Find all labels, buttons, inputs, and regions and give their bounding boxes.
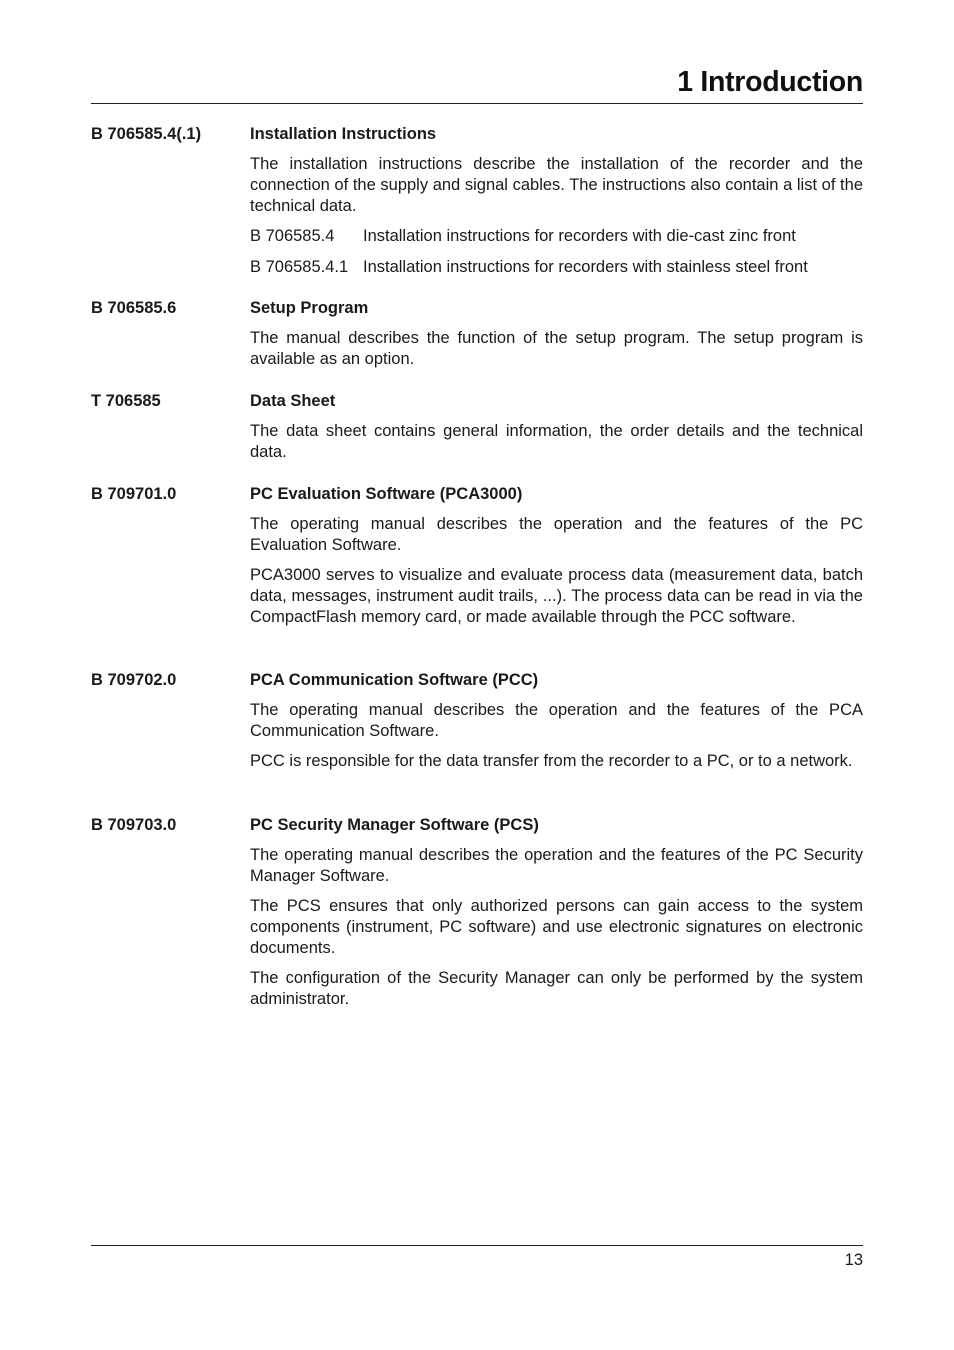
document-number: T 706585	[91, 392, 161, 410]
section-title: PC Security Manager Software (PCS)	[250, 816, 539, 834]
section-body	[250, 391, 863, 472]
section-title: Setup Program	[250, 299, 369, 317]
section-body	[250, 124, 863, 288]
section-title: PCA Communication Software (PCC)	[250, 671, 539, 689]
page-title: 1 Introduction	[677, 66, 863, 98]
section-paragraph: The data sheet contains general information, the order details and the technical data.	[250, 422, 863, 461]
document-number: B 706585.6	[91, 299, 177, 317]
section-paragraph: The operating manual describes the operation and the features of the PCA Communication Software.	[250, 701, 863, 740]
sub-document-number: B 706585.4	[250, 227, 335, 245]
document-number: B 709702.0	[91, 671, 177, 689]
section-paragraph: The installation instructions describe the installation of the recorder and the connection of the supply and signal cables. The instructions also contain a list of the technical data.	[250, 155, 863, 215]
section-paragraph: The operating manual describes the operation and the features of the PC Security Manager Software.	[250, 846, 863, 885]
section-paragraph: The configuration of the Security Manager can only be performed by the system administrator.	[250, 969, 863, 1008]
section-title: Data Sheet	[250, 392, 336, 410]
sub-document-text: Installation instructions for recorders with die-cast zinc front	[363, 227, 796, 245]
section-body	[250, 484, 863, 637]
section-paragraph: The PCS ensures that only authorized persons can gain access to the system components (instrument, PC software) and use electronic signatures on electronic documents.	[250, 897, 863, 957]
sub-document-item	[250, 226, 863, 247]
section-paragraph: PCC is responsible for the data transfer from the recorder to a PC, or to a network.	[250, 752, 853, 770]
section-body	[250, 815, 863, 1019]
section-title: Installation Instructions	[250, 125, 437, 143]
section-paragraph: The operating manual describes the operation and the features of the PC Evaluation Software.	[250, 515, 863, 554]
section-title: PC Evaluation Software (PCA3000)	[250, 485, 523, 503]
sub-document-number: B 706585.4.1	[250, 258, 349, 276]
document-number: B 706585.4(.1)	[91, 125, 202, 143]
footer-rule	[91, 1245, 863, 1246]
sub-document-text: Installation instructions for recorders with stainless steel front	[363, 258, 808, 276]
document-number: B 709703.0	[91, 816, 177, 834]
page-number: 13	[844, 1251, 863, 1269]
sub-document-item	[250, 257, 863, 278]
section-body	[250, 298, 863, 379]
section-paragraph: The manual describes the function of the setup program. The setup program is available as an option.	[250, 329, 863, 368]
document-number: B 709701.0	[91, 485, 177, 503]
header-rule	[91, 103, 863, 104]
section-body	[250, 670, 863, 781]
section-paragraph: PCA3000 serves to visualize and evaluate process data (measurement data, batch data, messages, instrument audit trails, ...). The process data can be read in via the CompactFlash memory card, or made available through the PCC software.	[250, 566, 863, 626]
